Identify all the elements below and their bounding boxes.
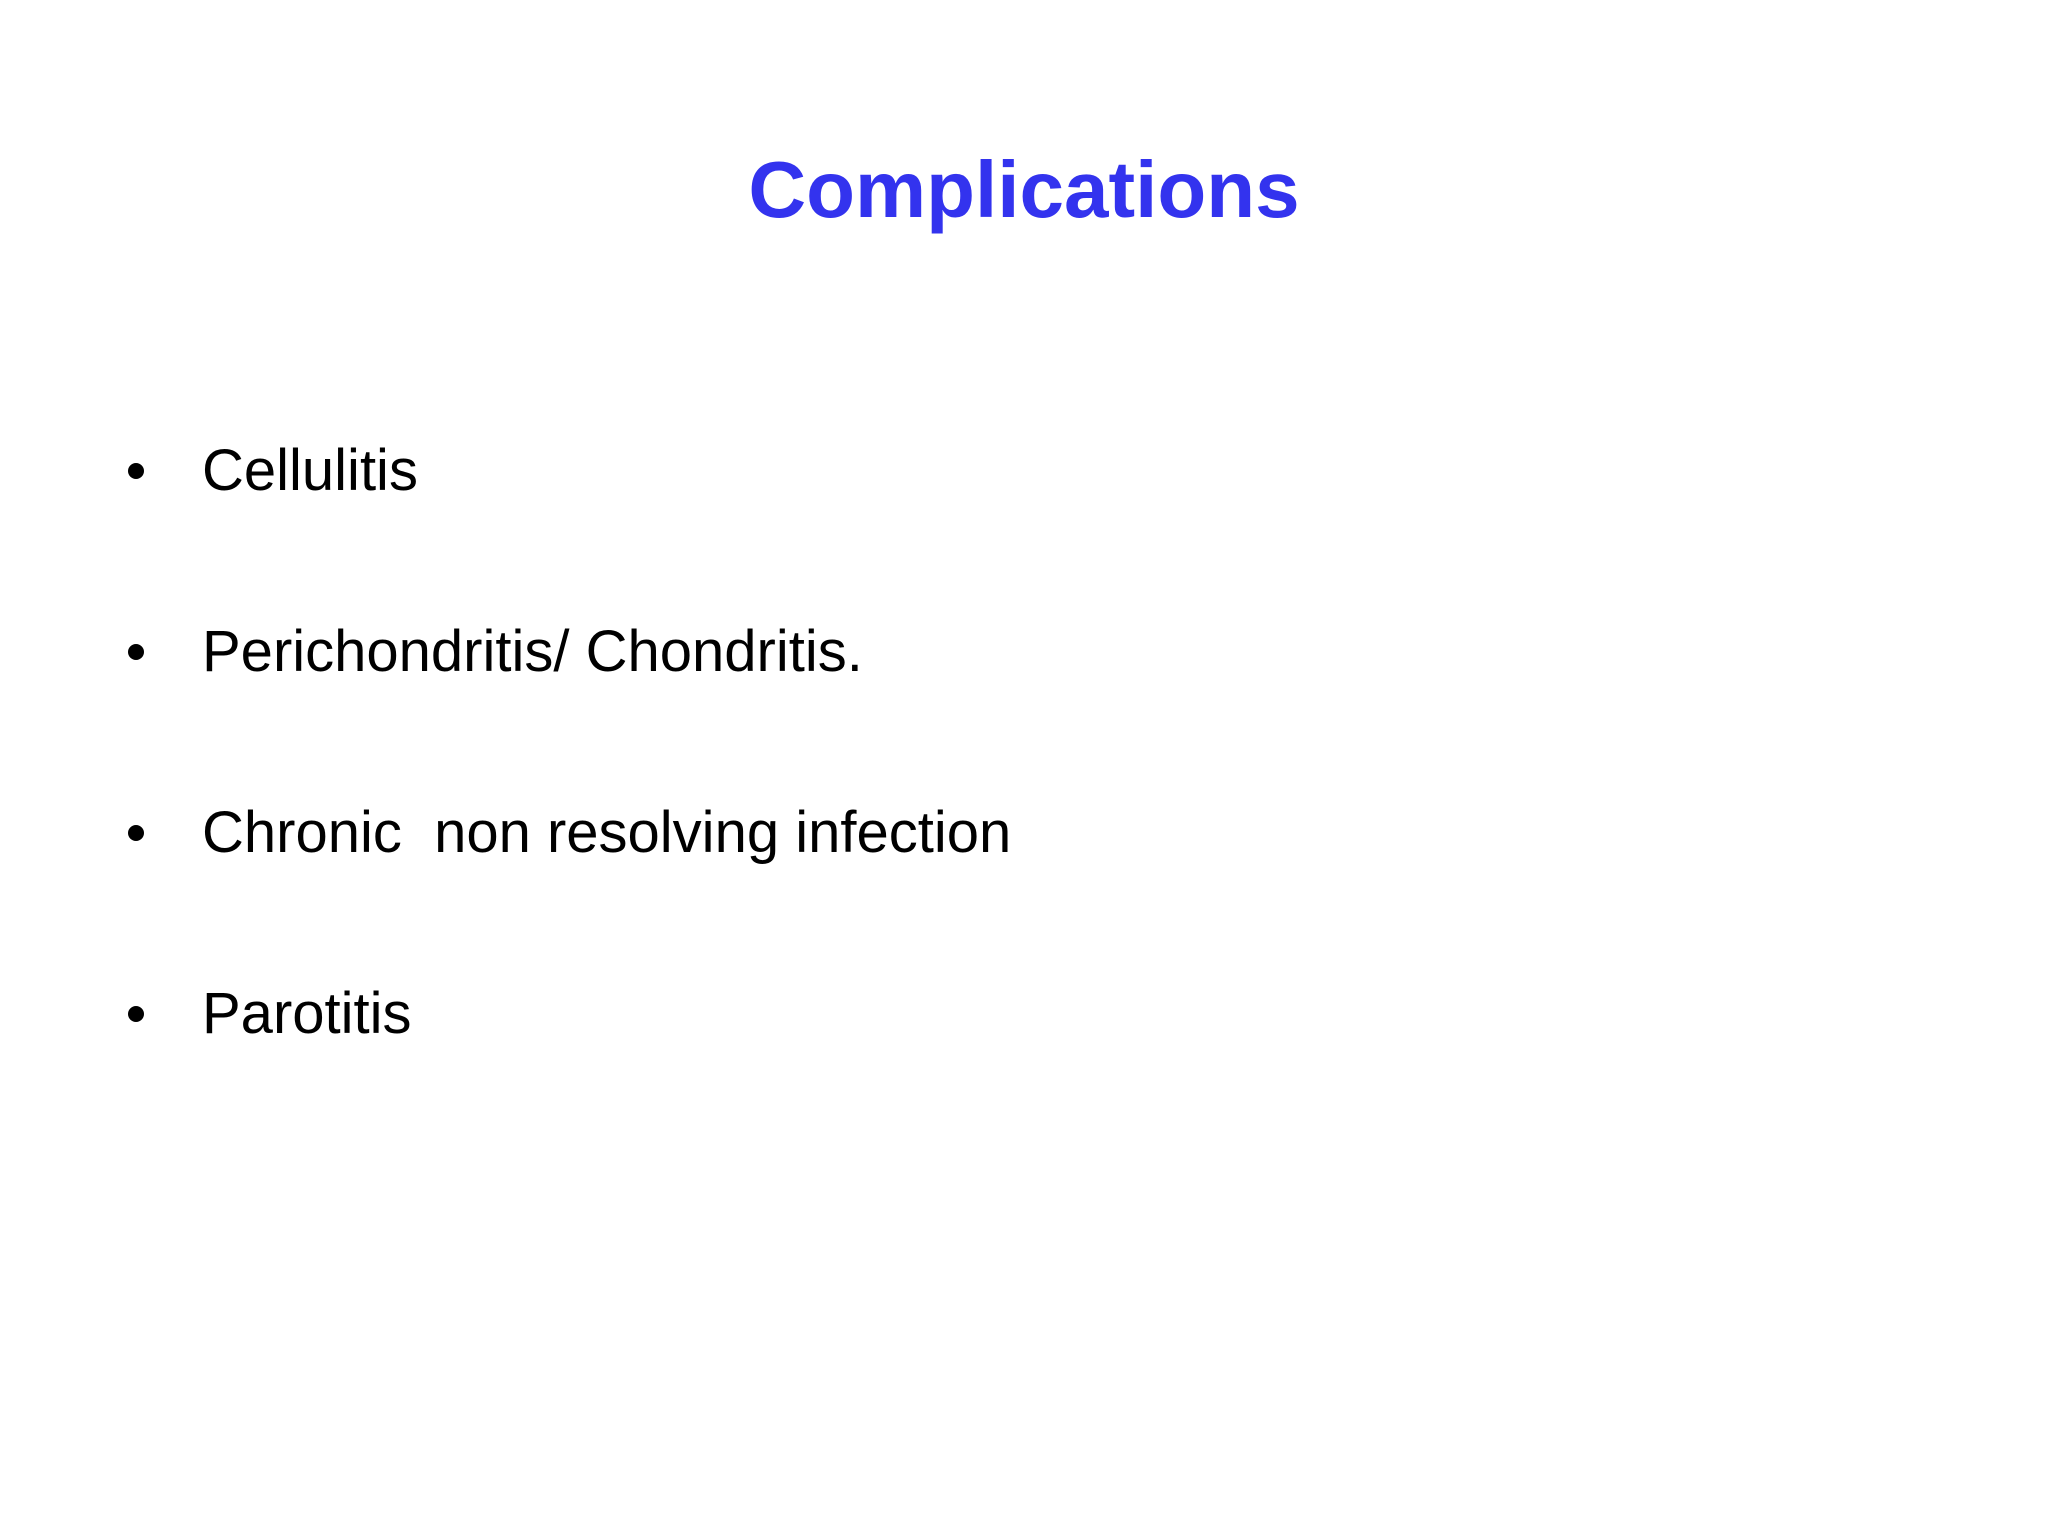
- slide-title: Complications: [748, 145, 1300, 234]
- bullet-icon: [128, 1006, 144, 1022]
- list-item: [118, 606, 863, 787]
- bullet-icon: [128, 644, 144, 660]
- bullet-icon: [128, 825, 144, 841]
- list-item: [118, 787, 1012, 968]
- bullet-icon: [128, 463, 144, 479]
- list-item: [118, 425, 418, 606]
- bullet-text: Perichondritis/ Chondritis.: [202, 619, 863, 684]
- list-item: [118, 968, 412, 1149]
- bullet-text: Chronic non resolving infection: [202, 800, 1012, 865]
- bullet-text: Parotitis: [202, 981, 412, 1046]
- bullet-text: Cellulitis: [202, 438, 418, 503]
- bullet-list: [118, 425, 1012, 1149]
